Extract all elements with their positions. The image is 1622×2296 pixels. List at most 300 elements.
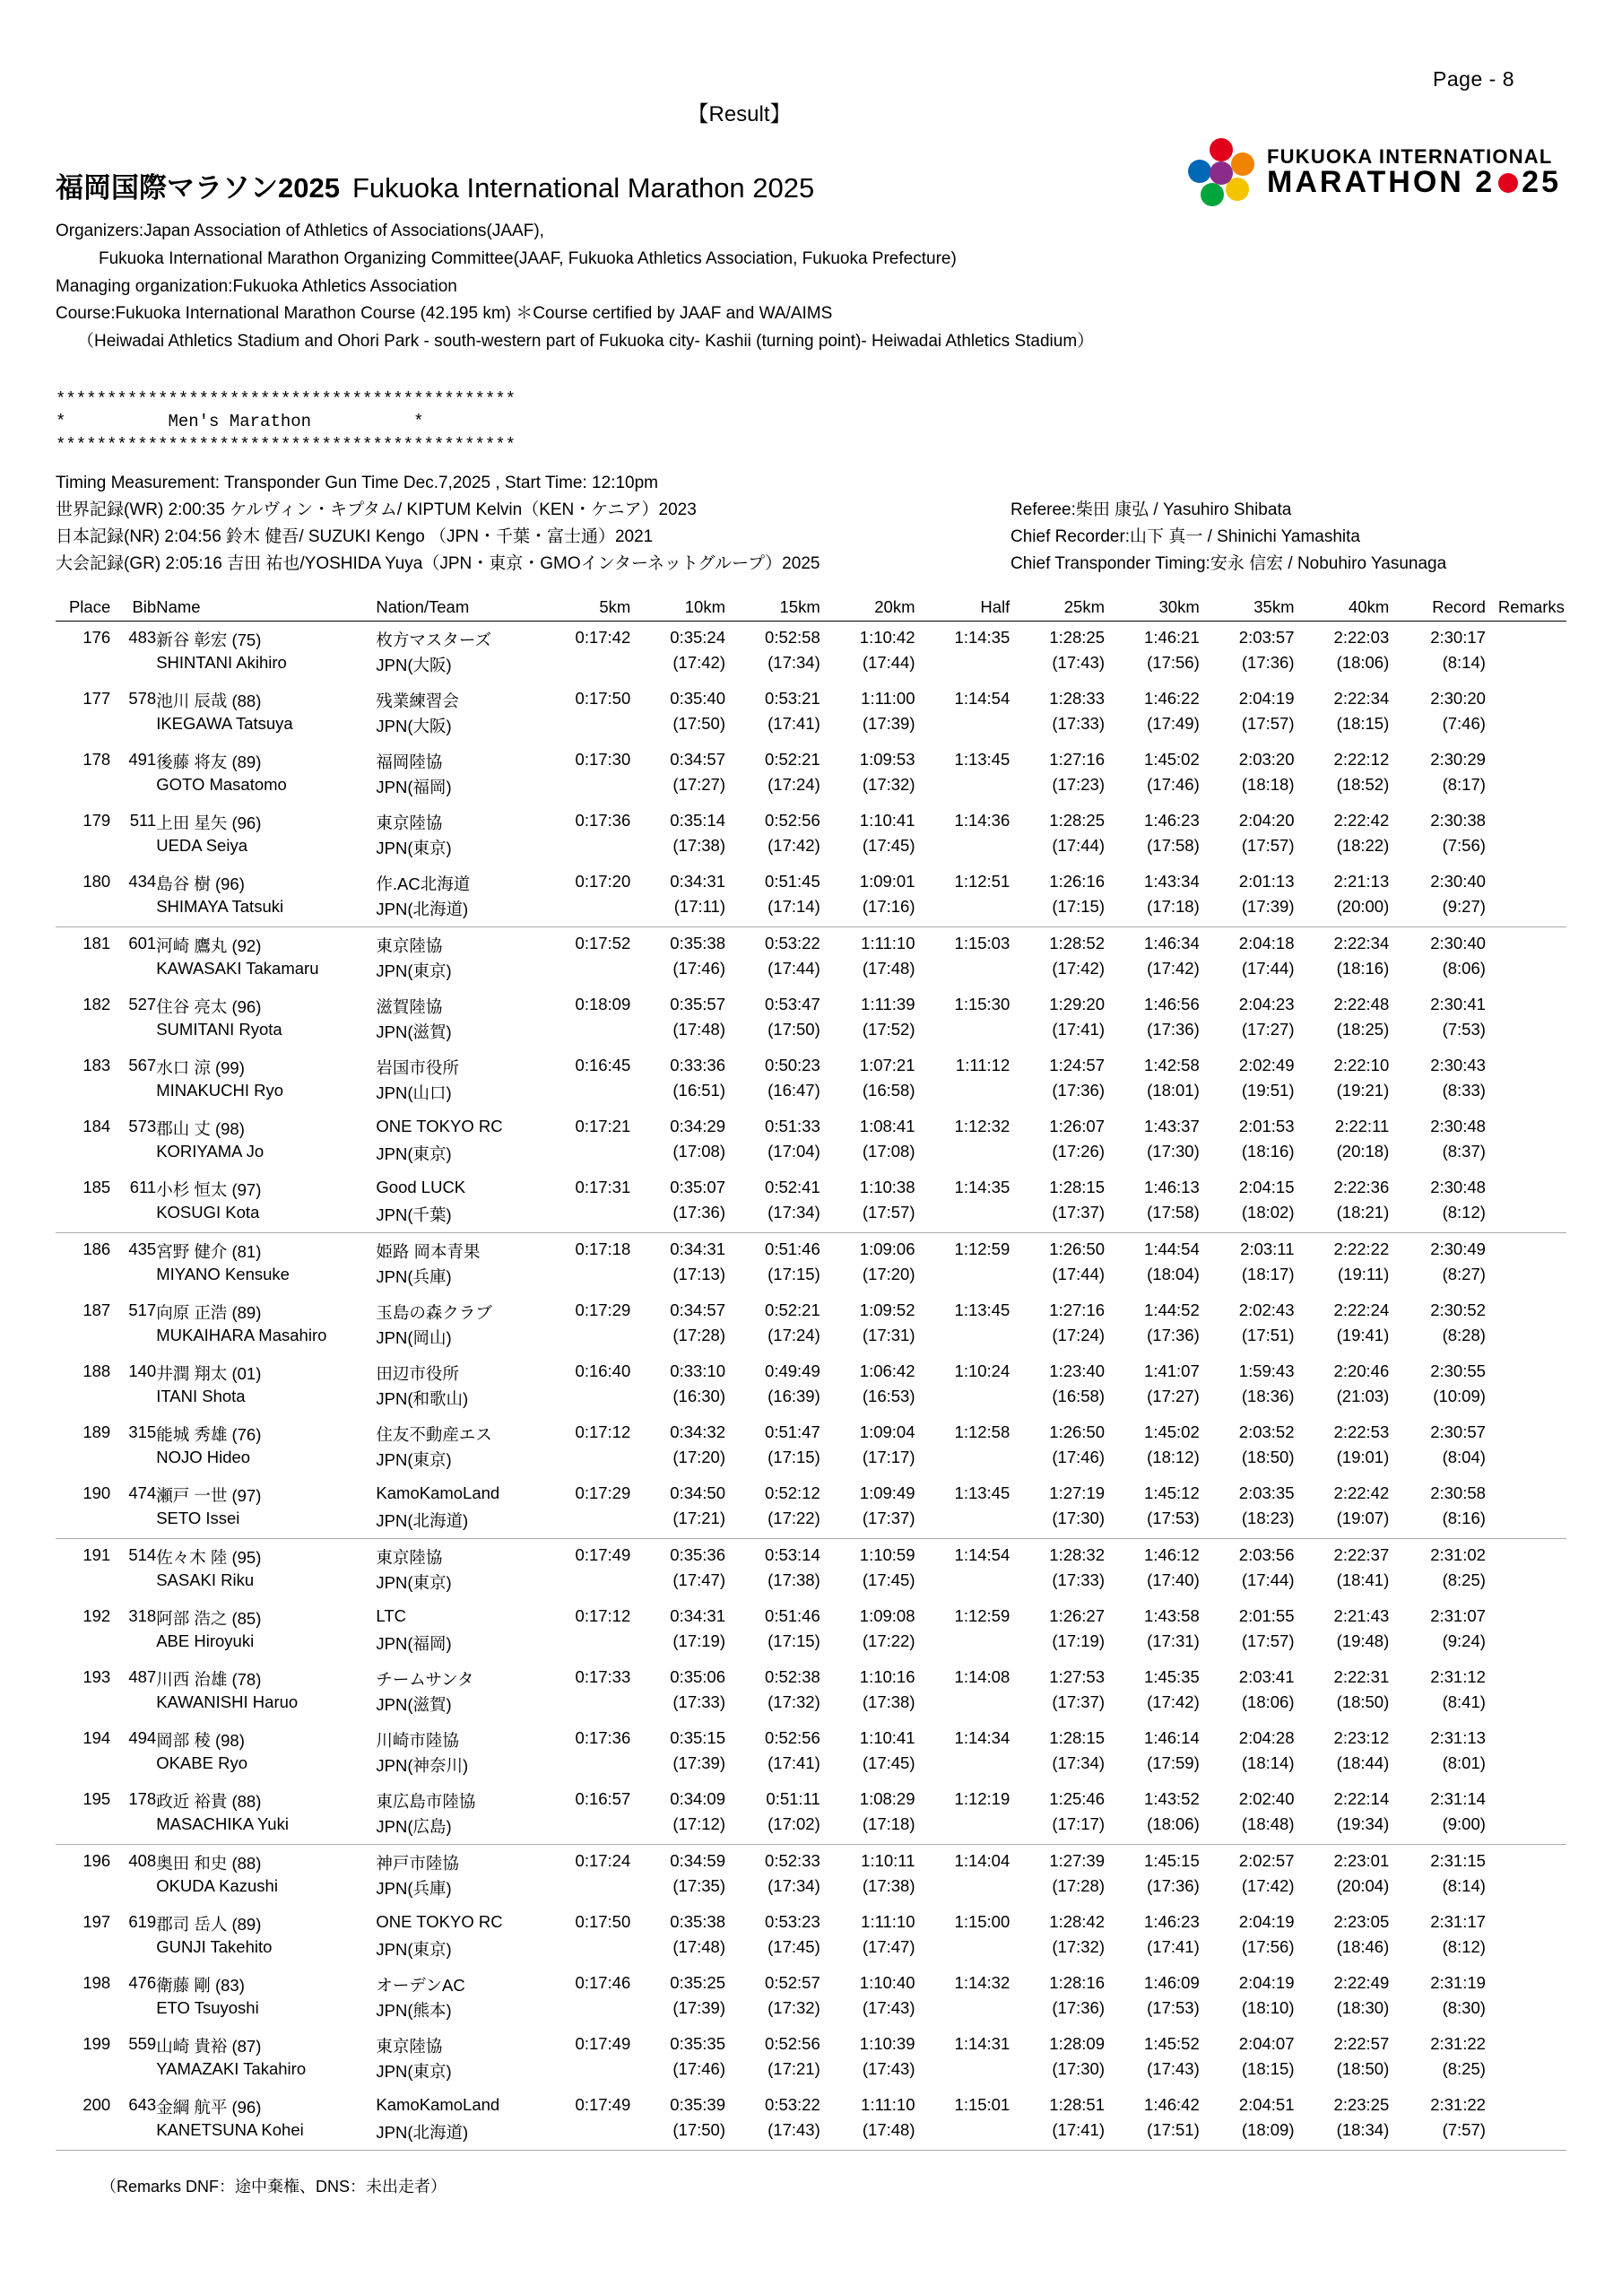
cell-lap-8: (19:34)	[1336, 1813, 1390, 1833]
cell-split-0: 0:18:09	[575, 994, 631, 1013]
cell-lap-3: (17:20)	[862, 1264, 915, 1283]
cell-split-1: 0:34:09	[670, 1788, 726, 1808]
timing-measurement-line: Timing Measurement: Transponder Gun Time Dec.7,2025 , Start Time: 12:10pm	[56, 473, 658, 492]
cell-split-0: 0:17:52	[575, 933, 631, 952]
cell-split-7: 2:04:23	[1238, 994, 1295, 1013]
cell-last-lap: (8:14)	[1442, 1875, 1486, 1895]
cell-split-7: 2:04:19	[1238, 1911, 1295, 1931]
cell-bib-blank	[110, 1508, 156, 1538]
cell-place: 182	[82, 994, 111, 1013]
cell-last-lap: (8:01)	[1442, 1752, 1486, 1772]
cell-lap-8: (18:15)	[1336, 713, 1390, 733]
cell-lap-8: (19:01)	[1336, 1447, 1390, 1466]
cell-lap-8: (18:16)	[1336, 958, 1390, 978]
cell-lap-4	[915, 1936, 1010, 1967]
cell-place: 199	[82, 2033, 111, 2053]
cell-split-7: 1:59:43	[1238, 1361, 1295, 1380]
table-row-secondary	[56, 2058, 1566, 2089]
cell-split-8: 2:23:12	[1333, 1727, 1390, 1747]
cell-lap-8: (18:44)	[1336, 1752, 1390, 1772]
cell-last-lap: (8:12)	[1442, 1202, 1486, 1222]
cell-remarks	[1486, 1661, 1566, 1692]
cell-record: 2:31:17	[1430, 1911, 1486, 1931]
logo-dots-icon	[1188, 138, 1256, 206]
cell-lap-6: (17:27)	[1147, 1386, 1200, 1405]
cell-place: 188	[82, 1361, 111, 1380]
cell-lap-7: (18:48)	[1241, 1813, 1295, 1833]
cell-remarks-blank	[1486, 1508, 1566, 1538]
cell-split-4: 1:13:45	[954, 1300, 1010, 1319]
cell-split-8: 2:23:25	[1333, 2094, 1390, 2114]
cell-lap-7: (18:18)	[1241, 774, 1295, 794]
cell-last-lap: (8:17)	[1442, 774, 1486, 794]
cell-remarks-blank	[1486, 2058, 1566, 2089]
cell-split-4: 1:10:24	[954, 1361, 1010, 1380]
cell-split-8: 2:22:49	[1333, 1972, 1390, 1992]
page-number: Page - 8	[1433, 67, 1514, 91]
cell-split-3: 1:11:39	[861, 994, 915, 1013]
referee-line: Referee:柴田 康弘 / Yasuhiro Shibata	[1010, 500, 1292, 519]
cell-name-jp: 衛藤 剛 (83)	[156, 1975, 245, 1995]
cell-bib: 573	[128, 1116, 157, 1135]
cell-lap-0	[536, 1692, 631, 1722]
cell-split-7: 2:04:19	[1238, 688, 1295, 708]
cell-split-3: 1:10:42	[859, 627, 915, 647]
cell-lap-7: (17:57)	[1241, 1631, 1295, 1650]
cell-name-en: OKABE Ryo	[156, 1752, 247, 1772]
cell-lap-5: (17:17)	[1052, 1813, 1106, 1833]
cell-name-en: KANETSUNA Kohei	[156, 2119, 304, 2139]
table-row-secondary	[56, 1875, 1566, 1906]
cell-bib: 487	[128, 1666, 157, 1686]
cell-split-2: 0:52:33	[765, 1850, 820, 1870]
cell-remarks	[1486, 1294, 1566, 1325]
cell-bib-blank	[110, 1019, 156, 1049]
cell-place-blank	[56, 896, 110, 926]
cell-split-6: 1:46:22	[1144, 688, 1200, 708]
cell-lap-3: (17:48)	[862, 958, 915, 978]
cell-split-8: 2:22:10	[1333, 1055, 1390, 1074]
cell-split-2: 0:53:14	[765, 1544, 820, 1564]
cell-nation: JPN(北海道)	[376, 1510, 469, 1530]
cell-split-3: 1:09:52	[859, 1300, 915, 1319]
cell-split-6: 1:46:23	[1144, 810, 1200, 830]
cell-lap-0	[536, 2058, 631, 2089]
cell-team-jp: 東京陸協	[376, 1547, 443, 1567]
cell-lap-3: (17:45)	[862, 835, 915, 855]
chief-recorder-line: Chief Recorder:山下 真一 / Shinichi Yamashita	[1010, 526, 1361, 546]
cell-lap-5: (17:33)	[1052, 713, 1106, 733]
cell-lap-8: (19:41)	[1336, 1325, 1390, 1344]
cell-name-en: SHINTANI Akihiro	[156, 652, 287, 672]
table-row-secondary	[56, 1752, 1566, 1783]
cell-lap-8: (18:52)	[1336, 774, 1390, 794]
cell-lap-3: (17:45)	[862, 1570, 915, 1589]
cell-nation: JPN(熊本)	[376, 2000, 452, 2020]
cell-lap-5: (16:58)	[1052, 1386, 1106, 1405]
cell-split-8: 2:22:42	[1333, 1483, 1390, 1502]
cell-split-0: 0:17:50	[575, 1911, 631, 1931]
cell-split-7: 2:03:41	[1238, 1666, 1295, 1686]
cell-place: 180	[82, 871, 111, 891]
cell-lap-6: (17:53)	[1147, 1997, 1200, 2017]
cell-bib-blank	[110, 1264, 156, 1294]
cell-split-8: 2:22:22	[1333, 1239, 1390, 1258]
cell-split-7: 2:03:20	[1238, 749, 1295, 769]
cell-last-lap: (9:00)	[1442, 1813, 1486, 1833]
cell-split-0: 0:17:20	[575, 871, 631, 891]
cell-remarks	[1486, 683, 1566, 713]
cell-lap-6: (17:43)	[1147, 2058, 1200, 2078]
cell-last-lap: (8:16)	[1442, 1508, 1486, 1527]
cell-name-en: MASACHIKA Yuki	[156, 1813, 289, 1833]
cell-split-2: 0:51:45	[765, 871, 820, 891]
cell-lap-7: (18:09)	[1241, 2119, 1295, 2139]
cell-name-en: SHIMAYA Tatsuki	[156, 896, 284, 916]
cell-last-lap: (7:53)	[1442, 1019, 1486, 1039]
cell-name-en: ITANI Shota	[156, 1386, 246, 1405]
cell-lap-1: (17:27)	[672, 774, 726, 794]
cell-lap-2: (16:47)	[768, 1080, 820, 1100]
col-half: Half	[915, 597, 1010, 622]
cell-last-lap: (8:25)	[1442, 1570, 1486, 1589]
cell-split-8: 2:23:05	[1333, 1911, 1390, 1931]
cell-remarks-blank	[1486, 713, 1566, 744]
cell-remarks-blank	[1486, 1875, 1566, 1906]
cell-split-8: 2:22:12	[1333, 749, 1390, 769]
cell-place-blank	[56, 2058, 110, 2089]
cell-lap-6: (17:46)	[1147, 774, 1200, 794]
cell-split-3: 1:11:00	[861, 688, 915, 708]
cell-lap-5: (17:42)	[1052, 958, 1106, 978]
cell-place-blank	[56, 1202, 110, 1232]
table-row-secondary	[56, 1631, 1566, 1661]
cell-split-4: 1:12:19	[954, 1788, 1010, 1808]
banner-star-left: *	[56, 412, 66, 432]
cell-lap-6: (17:56)	[1147, 652, 1200, 672]
cell-remarks-blank	[1486, 774, 1566, 804]
cell-lap-1: (17:36)	[672, 1202, 726, 1222]
cell-lap-4	[915, 713, 1010, 744]
cell-place-blank	[56, 1325, 110, 1355]
cell-lap-7: (17:44)	[1241, 958, 1295, 978]
cell-team-jp: ONE TOKYO RC	[376, 1116, 503, 1135]
cell-bib-blank	[110, 1386, 156, 1416]
cell-place: 200	[82, 2094, 111, 2114]
cell-split-4: 1:12:59	[954, 1605, 1010, 1625]
cell-bib: 318	[128, 1605, 157, 1625]
cell-record: 2:31:14	[1430, 1788, 1486, 1808]
table-row-secondary	[56, 1813, 1566, 1844]
logo-line1: FUKUOKA INTERNATIONAL	[1267, 145, 1553, 168]
cell-place: 186	[82, 1239, 111, 1258]
cell-place: 179	[82, 810, 111, 830]
cell-split-1: 0:34:57	[670, 749, 726, 769]
cell-name-en: YAMAZAKI Takahiro	[156, 2058, 307, 2078]
cell-last-lap: (8:06)	[1442, 958, 1486, 978]
cell-lap-0	[536, 835, 631, 865]
cell-lap-6: (17:42)	[1147, 1692, 1200, 1711]
table-row	[56, 621, 1566, 652]
cell-lap-1: (17:12)	[672, 1813, 726, 1833]
cell-lap-1: (17:08)	[672, 1141, 726, 1161]
col-record: Record	[1389, 597, 1486, 622]
cell-remarks-blank	[1486, 1447, 1566, 1477]
page-title-en: Fukuoka International Marathon 2025	[351, 172, 815, 204]
cell-name-jp: 井潤 翔太 (01)	[156, 1363, 262, 1383]
cell-split-8: 2:22:48	[1333, 994, 1390, 1013]
cell-split-1: 0:35:36	[670, 1544, 726, 1564]
cell-record: 2:30:52	[1430, 1300, 1486, 1319]
cell-lap-0	[536, 2119, 631, 2150]
cell-split-6: 1:46:13	[1144, 1177, 1200, 1196]
cell-remarks-blank	[1486, 1202, 1566, 1232]
cell-split-4: 1:14:36	[954, 810, 1010, 830]
cell-lap-5: (17:15)	[1052, 896, 1106, 916]
cell-split-0: 0:17:18	[575, 1239, 631, 1258]
cell-lap-2: (17:34)	[768, 1202, 820, 1222]
cell-split-7: 2:03:11	[1240, 1239, 1295, 1258]
cell-lap-2: (17:43)	[768, 2119, 820, 2139]
col-name: Name	[156, 597, 376, 622]
cell-name-en: GOTO Masatomo	[156, 774, 287, 794]
cell-team-jp: 住友不動産エス	[376, 1424, 492, 1444]
cell-lap-4	[915, 1692, 1010, 1722]
cell-split-2: 0:51:33	[765, 1116, 820, 1135]
cell-record: 2:31:13	[1430, 1727, 1486, 1747]
cell-bib-blank	[110, 1997, 156, 2028]
cell-remarks-blank	[1486, 1264, 1566, 1294]
cell-split-0: 0:17:12	[575, 1422, 631, 1441]
table-row-secondary	[56, 2119, 1566, 2150]
cell-lap-7: (17:44)	[1241, 1570, 1295, 1589]
cell-last-lap: (8:41)	[1442, 1692, 1486, 1711]
cell-split-2: 0:52:21	[765, 749, 820, 769]
table-row	[56, 1049, 1566, 1080]
cell-bib: 643	[128, 2094, 157, 2114]
cell-split-3: 1:10:40	[859, 1972, 915, 1992]
cell-lap-5: (17:26)	[1052, 1141, 1106, 1161]
cell-split-2: 0:53:22	[765, 2094, 820, 2114]
cell-split-3: 1:08:29	[859, 1788, 915, 1808]
cell-split-5: 1:28:15	[1049, 1177, 1106, 1196]
cell-name-en: IKEGAWA Tatsuya	[156, 713, 293, 733]
cell-lap-2: (17:32)	[768, 1692, 820, 1711]
cell-split-5: 1:28:32	[1049, 1544, 1106, 1564]
timing-info	[56, 470, 1566, 578]
cell-place-blank	[56, 1141, 110, 1171]
cell-last-lap: (7:46)	[1442, 713, 1486, 733]
cell-lap-6: (18:06)	[1147, 1813, 1200, 1833]
cell-nation: JPN(東京)	[376, 2061, 452, 2081]
cell-split-2: 0:52:21	[765, 1300, 820, 1319]
cell-remarks	[1486, 1844, 1566, 1875]
cell-nation: JPN(岡山)	[376, 1327, 452, 1347]
cell-lap-8: (18:50)	[1336, 1692, 1390, 1711]
cell-split-4: 1:14:35	[954, 1177, 1010, 1196]
table-row	[56, 1600, 1566, 1631]
cell-split-4: 1:11:12	[955, 1055, 1010, 1074]
cell-lap-7: (18:36)	[1241, 1386, 1295, 1405]
cell-lap-1: (17:39)	[672, 1752, 726, 1772]
col-15km: 15km	[725, 597, 820, 622]
cell-lap-2: (17:32)	[768, 1997, 820, 2017]
cell-lap-5: (17:28)	[1052, 1875, 1106, 1895]
cell-record: 2:30:38	[1430, 810, 1486, 830]
table-row-secondary	[56, 1264, 1566, 1294]
cell-lap-0	[536, 1508, 631, 1538]
cell-lap-6: (17:49)	[1147, 713, 1200, 733]
cell-split-5: 1:28:25	[1049, 810, 1106, 830]
cell-lap-6: (17:36)	[1147, 1019, 1200, 1039]
cell-record: 2:30:58	[1430, 1483, 1486, 1502]
cell-nation: JPN(東京)	[376, 1449, 452, 1469]
cell-bib-blank	[110, 2058, 156, 2089]
banner-star-right: *	[413, 412, 424, 432]
cell-lap-7: (17:57)	[1241, 713, 1295, 733]
cell-split-1: 0:35:15	[670, 1727, 726, 1747]
cell-split-5: 1:24:57	[1049, 1055, 1106, 1074]
cell-split-3: 1:09:53	[859, 749, 915, 769]
cell-bib-blank	[110, 1202, 156, 1232]
cell-lap-4	[915, 1202, 1010, 1232]
cell-remarks-blank	[1486, 1325, 1566, 1355]
cell-split-1: 0:34:59	[670, 1850, 726, 1870]
table-row-secondary	[56, 1325, 1566, 1355]
cell-bib: 559	[128, 2033, 157, 2053]
cell-split-7: 2:04:51	[1238, 2094, 1295, 2114]
cell-bib: 315	[128, 1422, 157, 1441]
cell-lap-2: (17:24)	[768, 774, 820, 794]
cell-lap-1: (17:13)	[672, 1264, 726, 1283]
cell-name-en: SETO Issei	[156, 1508, 240, 1527]
cell-lap-1: (17:39)	[672, 1997, 726, 2017]
cell-record: 2:30:48	[1430, 1177, 1486, 1196]
cell-lap-0	[536, 958, 631, 988]
cell-split-0: 0:17:21	[575, 1116, 631, 1135]
cell-nation: JPN(東京)	[376, 961, 452, 980]
cell-bib: 140	[128, 1361, 157, 1380]
course-detail-line: （Heiwadai Athletics Stadium and Ohori Park - south-western part of Fukuoka city- Kashii (turning point)- Heiwadai Athletics Stadium）	[77, 332, 1095, 352]
cell-split-7: 2:04:15	[1238, 1177, 1295, 1196]
cell-lap-6: (17:18)	[1147, 896, 1200, 916]
cell-split-0: 0:17:49	[575, 1544, 631, 1564]
cell-split-4: 1:15:03	[954, 933, 1010, 952]
cell-split-5: 1:27:16	[1049, 749, 1106, 769]
cell-lap-2: (17:45)	[768, 1936, 820, 1956]
cell-name-jp: 新谷 彰宏 (75)	[156, 630, 262, 649]
cell-split-2: 0:52:12	[765, 1483, 820, 1502]
table-row	[56, 1294, 1566, 1325]
cell-split-2: 0:53:47	[765, 994, 820, 1013]
cell-lap-6: (17:31)	[1147, 1631, 1200, 1650]
cell-name-en: MINAKUCHI Ryo	[156, 1080, 284, 1100]
cell-bib-blank	[110, 1325, 156, 1355]
table-row-secondary	[56, 1386, 1566, 1416]
cell-split-4: 1:13:45	[954, 1483, 1010, 1502]
cell-lap-2: (17:04)	[768, 1141, 820, 1161]
cell-lap-7: (17:51)	[1241, 1325, 1295, 1344]
cell-lap-8: (18:50)	[1336, 2058, 1390, 2078]
cell-lap-2: (17:42)	[768, 835, 820, 855]
cell-name-en: NOJO Hideo	[156, 1447, 251, 1466]
table-row	[56, 1110, 1566, 1141]
cell-lap-5: (17:41)	[1052, 1019, 1106, 1039]
col-10km: 10km	[630, 597, 725, 622]
cell-split-7: 2:04:20	[1238, 810, 1295, 830]
cell-place-blank	[56, 713, 110, 744]
cell-nation: JPN(北海道)	[376, 899, 469, 918]
cell-split-7: 2:01:55	[1238, 1605, 1295, 1625]
cell-bib: 483	[128, 627, 157, 647]
cell-lap-8: (18:21)	[1336, 1202, 1390, 1222]
cell-record: 2:31:22	[1430, 2094, 1486, 2114]
logo-text	[1267, 147, 1561, 197]
cell-name-jp: 川西 治雄 (78)	[156, 1669, 262, 1689]
cell-lap-0	[536, 1875, 631, 1906]
cell-lap-8: (19:48)	[1336, 1631, 1390, 1650]
cell-lap-5: (17:34)	[1052, 1752, 1106, 1772]
cell-split-4: 1:15:30	[954, 994, 1010, 1013]
cell-place-blank	[56, 1508, 110, 1538]
cell-bib-blank	[110, 1570, 156, 1600]
table-row	[56, 683, 1566, 713]
cell-last-lap: (8:30)	[1442, 1997, 1486, 2017]
cell-split-2: 0:52:56	[765, 1727, 820, 1747]
cell-lap-3: (17:45)	[862, 1752, 915, 1772]
cell-lap-6: (18:01)	[1147, 1080, 1200, 1100]
cell-split-4: 1:14:35	[954, 627, 1010, 647]
cell-name-en: KAWANISHI Haruo	[156, 1692, 299, 1711]
cell-bib: 517	[128, 1300, 157, 1319]
cell-bib: 494	[128, 1727, 157, 1747]
cell-split-6: 1:46:09	[1144, 1972, 1200, 1992]
cell-remarks-blank	[1486, 1936, 1566, 1967]
cell-name-en: OKUDA Kazushi	[156, 1875, 278, 1895]
cell-split-7: 2:04:19	[1238, 1972, 1295, 1992]
cell-record: 2:31:15	[1430, 1850, 1486, 1870]
cell-lap-7: (17:57)	[1241, 835, 1295, 855]
cell-last-lap: (8:37)	[1442, 1141, 1486, 1161]
cell-place-blank	[56, 1875, 110, 1906]
cell-team-jp: チームサンタ	[376, 1669, 474, 1689]
cell-split-1: 0:33:10	[670, 1361, 726, 1380]
cell-split-1: 0:35:38	[670, 933, 726, 952]
table-row-secondary	[56, 1508, 1566, 1538]
cell-lap-4	[915, 1080, 1010, 1110]
cell-lap-8: (18:22)	[1336, 835, 1390, 855]
cell-name-jp: 郡司 岳人 (89)	[156, 1914, 262, 1934]
cell-name-en: UEDA Seiya	[156, 835, 247, 855]
cell-lap-7: (18:15)	[1241, 2058, 1295, 2078]
cell-lap-3: (16:53)	[862, 1386, 915, 1405]
cell-lap-3: (17:37)	[862, 1508, 915, 1527]
cell-record: 2:30:40	[1430, 933, 1486, 952]
cell-split-8: 2:22:03	[1333, 627, 1390, 647]
cell-remarks	[1486, 1171, 1566, 1202]
cell-split-2: 0:53:23	[765, 1911, 820, 1931]
cell-remarks	[1486, 926, 1566, 958]
table-row-secondary	[56, 958, 1566, 988]
cell-last-lap: (8:14)	[1442, 652, 1486, 672]
cell-split-6: 1:43:52	[1144, 1788, 1200, 1808]
cell-split-1: 0:35:24	[670, 627, 726, 647]
cell-split-5: 1:27:19	[1049, 1483, 1106, 1502]
cell-name-jp: 後藤 将友 (89)	[156, 752, 262, 771]
table-row-secondary	[56, 835, 1566, 865]
cell-lap-2: (17:21)	[768, 2058, 820, 2078]
cell-place: 177	[82, 688, 111, 708]
